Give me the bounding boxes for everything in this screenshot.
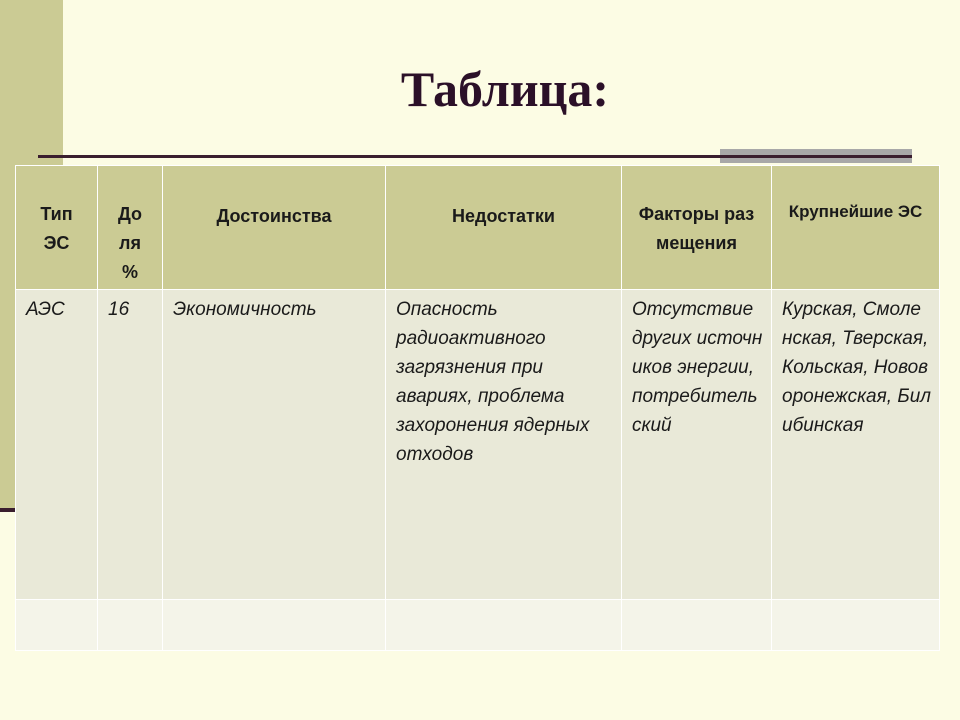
cell-type: АЭС — [16, 290, 98, 600]
empty-cell — [772, 600, 940, 651]
header-disadvantages: Недостатки — [386, 166, 622, 290]
empty-cell — [622, 600, 772, 651]
header-largest-plants: Крупнейшие ЭС — [772, 166, 940, 290]
title-rule — [38, 155, 912, 158]
cell-advantages: Экономичность — [163, 290, 386, 600]
cell-disadvantages: Опасность радиоактивного загрязнения при авариях, проблема захоронения ядерных отходов — [386, 290, 622, 600]
table-row-empty — [16, 600, 940, 651]
header-location-factors: Факторы размещения — [622, 166, 772, 290]
cell-largest-plants: Курская, Смоленская, Тверская, Кольская, Нововоронежская, Билибинская — [772, 290, 940, 600]
slide-title: Таблица: — [400, 61, 610, 117]
table-header-row — [16, 166, 940, 290]
cell-share: 16 — [98, 290, 163, 600]
empty-cell — [386, 600, 622, 651]
empty-cell — [16, 600, 98, 651]
header-type: Тип ЭС — [16, 166, 98, 290]
data-table — [15, 165, 940, 651]
empty-cell — [163, 600, 386, 651]
table-row — [16, 290, 940, 600]
empty-cell — [98, 600, 163, 651]
header-share: До ля % — [98, 166, 163, 290]
header-advantages: Достоинства — [163, 166, 386, 290]
cell-location-factors: Отсутствие других источников энергии, потребительский — [622, 290, 772, 600]
